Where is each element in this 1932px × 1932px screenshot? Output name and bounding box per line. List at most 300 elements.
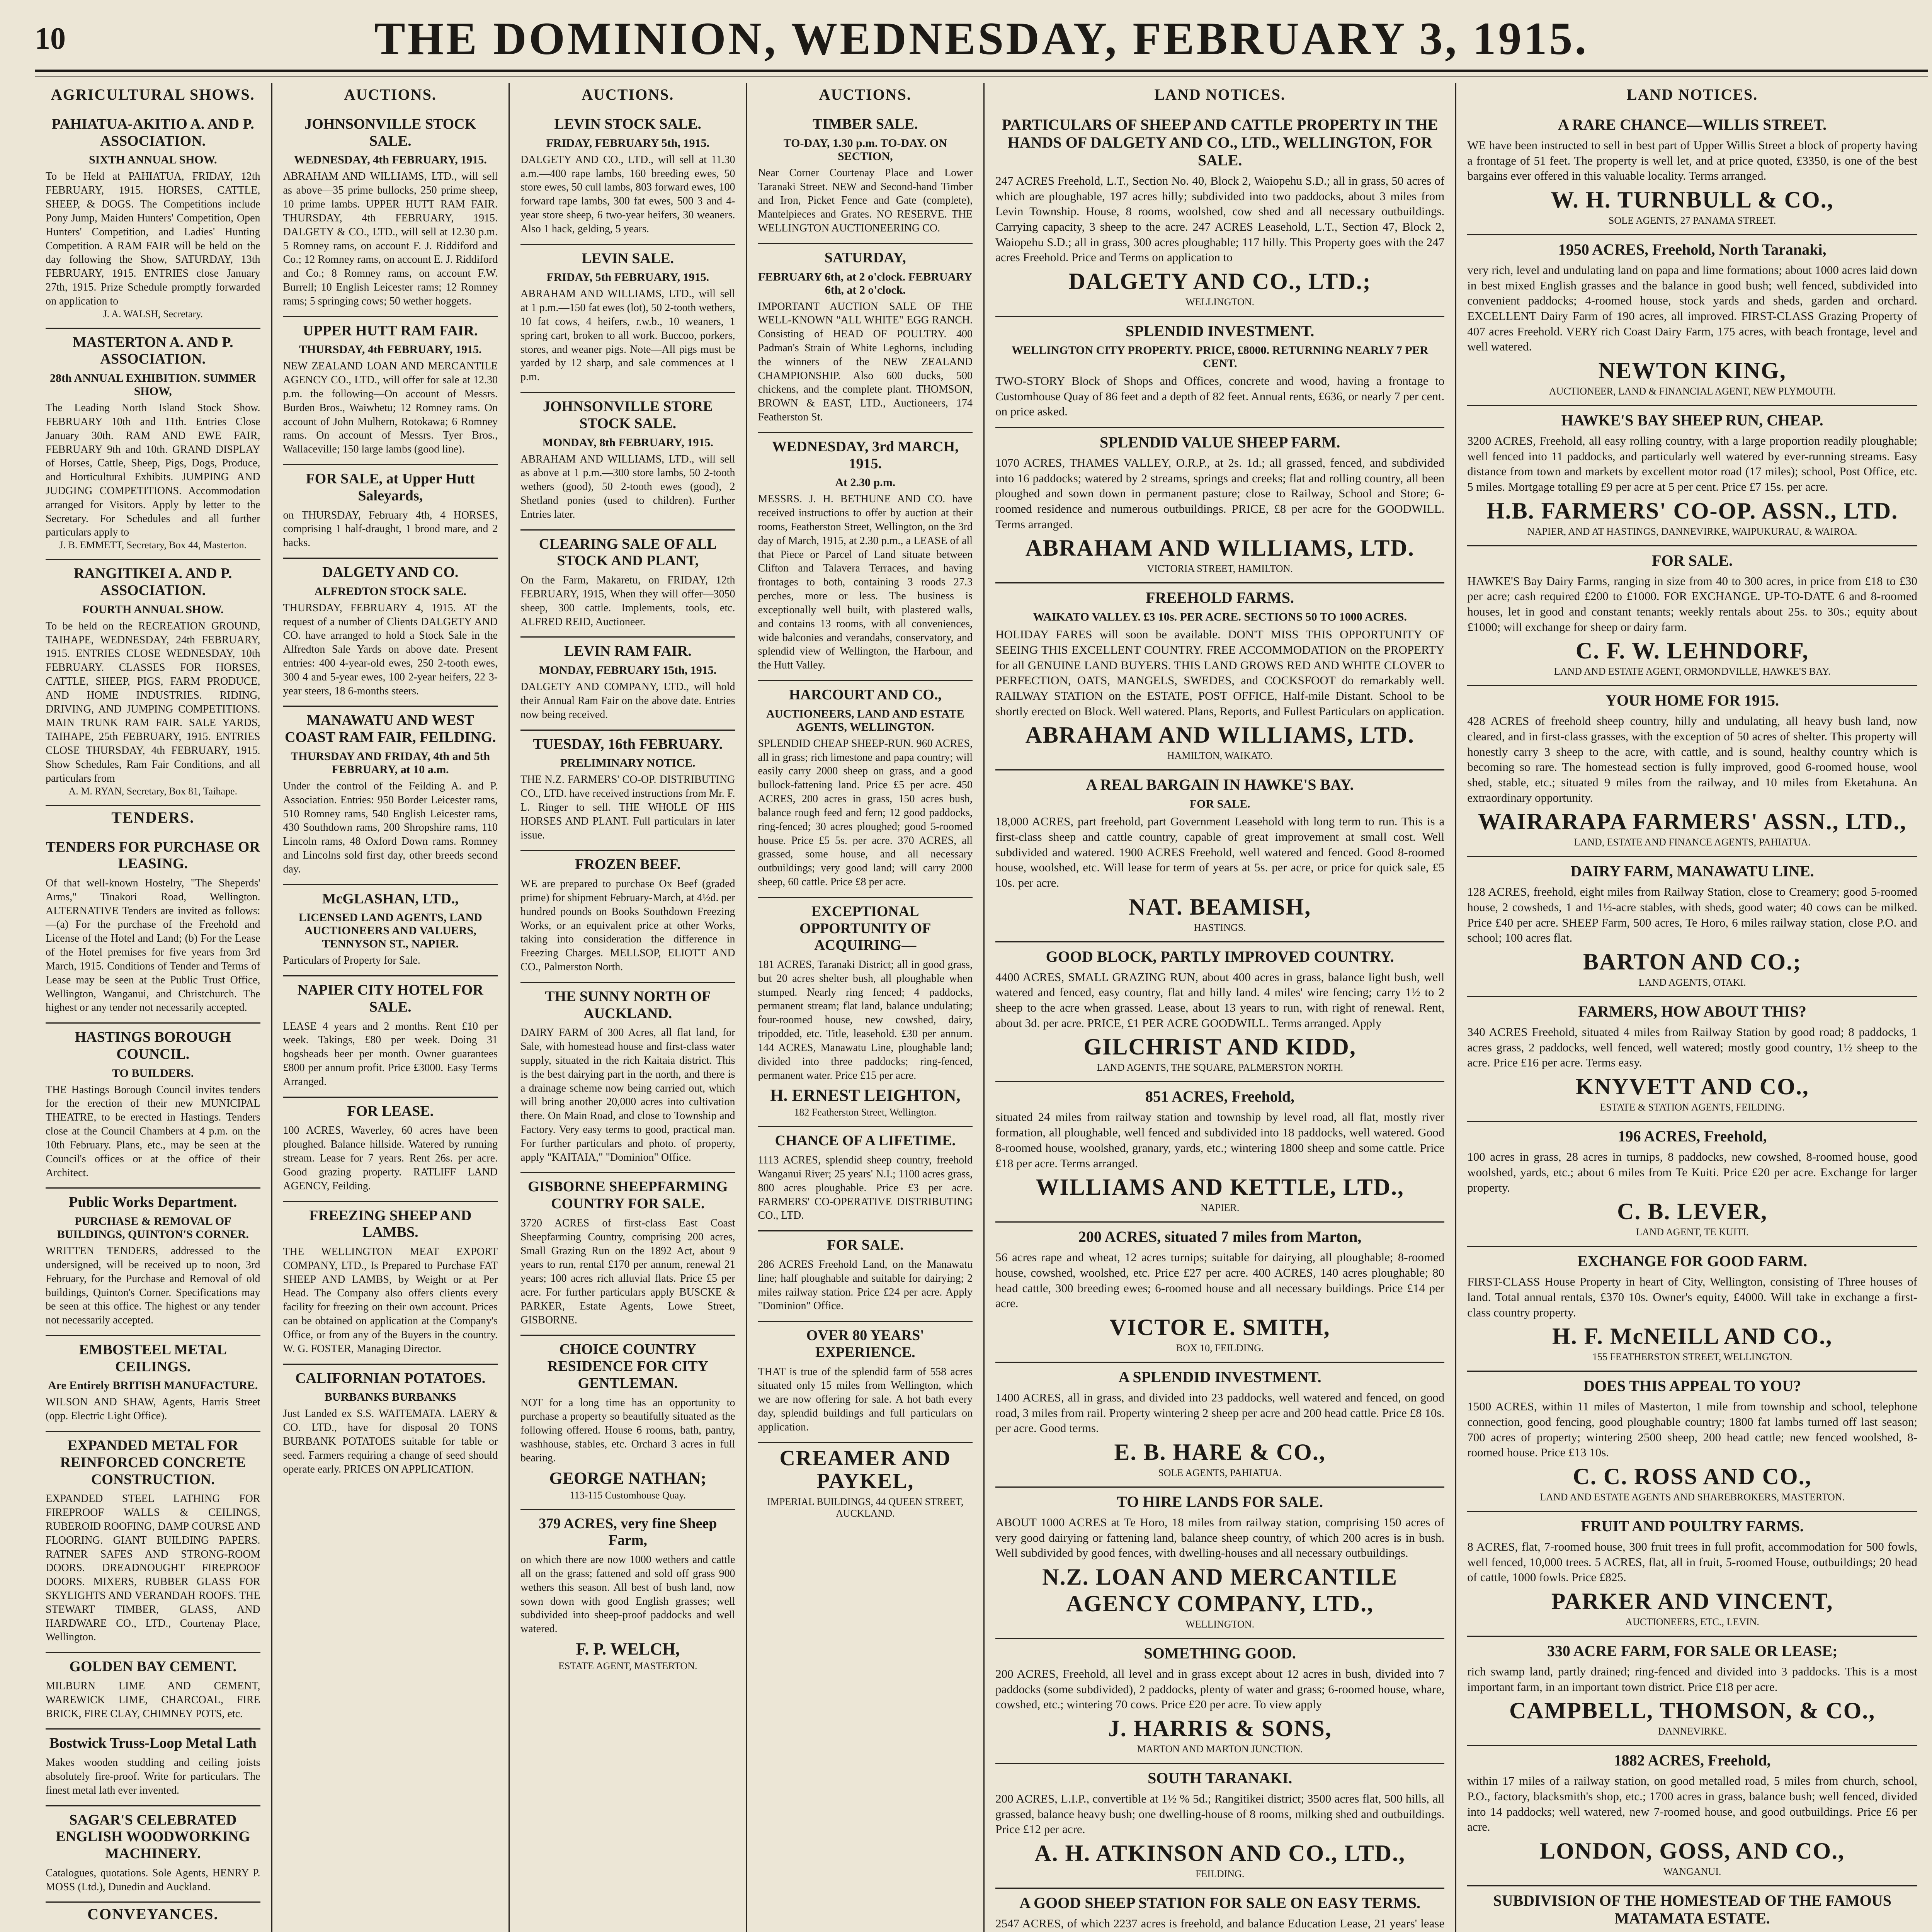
ad-body: 56 acres rape and wheat, 12 acres turnips; suitable for dairying, all ploughable; 8-roomed house, cowshed, woolshed, etc. Price £27 per acre. 400 ACRES, 140 acres ploughable; 80 head cattle, 300 breeding ewes; 6-roomed house and all necessary buildings. Price £14 per acre.	[995, 1250, 1445, 1310]
land-notice-ad	[995, 1082, 1444, 1223]
section-heading-auctions: AUCTIONS.	[819, 86, 912, 103]
page-columns	[35, 83, 1928, 1932]
auction-ad	[283, 1202, 498, 1365]
ad-body: DALGETY AND CO., LTD., will sell at 11.30 a.m.—400 rape lambs, 160 breeding ewes, 50 store ewes, 50 cull lambs, 803 forward ewes, 100 forward rape lambs, 300 fat ewes, 500 3 and 4-year store sheep, 6 two-year heifers, 30 weaners. Also 1 hack, gelding, 5 years.	[520, 153, 735, 235]
show-ad	[46, 329, 260, 560]
ad-subheading: ALFREDTON STOCK SALE.	[314, 585, 466, 598]
ad-heading: CALIFORNIAN POTATOES.	[295, 1370, 486, 1386]
show-ad	[46, 111, 260, 329]
advertiser-name: KNYVETT AND CO.,	[1575, 1074, 1809, 1100]
ad-body: ABRAHAM AND WILLIAMS, LTD., will sell as above—35 prime bullocks, 250 prime sheep, 10 prime lambs. UPPER HUTT RAM FAIR. THURSDAY, 4th FEBRUARY, 1915. DALGETY & CO., LTD., will sell at 12.30 p.m. 5 Romney rams, on account F. J. Riddiford and Co.; 12 Romney rams, on account E. J. Riddiford and Co.; 8 Romney rams, on account F.W. Burrell; 10 English Leicester rams; 12 Romney rams; 5 springing cows; 50 wether hoggets.	[283, 170, 498, 307]
tender-ad	[46, 1432, 260, 1653]
ad-heading: FOR SALE.	[827, 1237, 904, 1253]
ad-subheading: TO-DAY, 1.30 p.m. TO-DAY. ON SECTION,	[783, 136, 947, 163]
advertiser-address: AUCTIONEER, LAND & FINANCIAL AGENT, NEW PLYMOUTH.	[1549, 386, 1836, 397]
auction-ad	[758, 1127, 973, 1231]
ad-body: NOT for a long time has an opportunity to purchase a property so beautifully situated as the following offered. House 6 rooms, bath, pantry, washhouse, stables, etc. Orchard 3 acres in full bearing.	[520, 1396, 735, 1464]
advertiser-address: NAPIER.	[1200, 1202, 1240, 1214]
ad-heading: LEVIN SALE.	[582, 250, 674, 267]
ad-heading: FREEZING SHEEP AND LAMBS.	[309, 1207, 472, 1241]
advertiser-name: N.Z. LOAN AND MERCANTILE AGENCY COMPANY, LTD.,	[1042, 1564, 1398, 1616]
ad-heading: SOMETHING GOOD.	[1144, 1644, 1296, 1662]
advertiser-name: H.B. FARMERS' CO-OP. ASSN., LTD.	[1486, 498, 1898, 524]
auction-ad	[283, 885, 498, 977]
ad-body: situated 24 miles from railway station and township by level road, all flat, mostly river formation, all ploughable, well fenced and subdivided into 18 paddocks, well watered. Good 8-roomed house, woolshed, granary, yards, etc.; wintering 1800 sheep and some cattle. Price £18 per acre. Terms arranged.	[995, 1110, 1445, 1170]
ad-heading: HASTINGS BOROUGH COUNCIL.	[75, 1029, 231, 1062]
advertiser-address: 182 Featherston Street, Wellington.	[794, 1107, 937, 1118]
ad-body: 200 ACRES, Freehold, all level and in grass except about 12 acres in bush, divided into 7 paddocks (some subdivided), 2 paddocks, plenty of water and grass; 6-roomed house, whare, cowshed, etc.; wintering 70 cows. Price £20 per acre. To view apply	[995, 1667, 1445, 1711]
ad-heading: LEVIN STOCK SALE.	[554, 116, 702, 132]
ad-body: 1070 ACRES, THAMES VALLEY, O.R.P., at 2s. 1d.; all grassed, fenced, and subdivided into 16 paddocks; watered by 2 streams, springs and creeks; flat and rolling country, all been ploughed and sown down in permanent pasture; close to Railway, School and Store; 6-roomed residence and numerous outbuildings. PRICE, £8 per acre for the GOODWILL. Terms arranged.	[995, 456, 1445, 531]
advertiser-name: C. B. LEVER,	[1617, 1199, 1768, 1225]
ad-body: 1500 ACRES, within 11 miles of Masterton, 1 mile from township and school, telephone connection, good fencing, good ploughable country; 1800 fat lambs turned off last season; 700 acres of property; wintering 2500 sheep, 200 head cattle; new fenced woolshed, 8-roomed house. Price £13 10s.	[1467, 1400, 1917, 1459]
ad-heading: 196 ACRES, Freehold,	[1617, 1128, 1767, 1145]
advertiser-name: C. F. W. LEHNDORF,	[1575, 638, 1809, 664]
tender-ad	[46, 1189, 260, 1336]
land-notice-ad	[1467, 686, 1917, 857]
advertiser-address: ESTATE AGENT, MASTERTON.	[558, 1660, 697, 1672]
page-number: 10	[35, 21, 66, 56]
ad-body: NEW ZEALAND LOAN AND MERCANTILE AGENCY CO., LTD., will offer for sale at 12.30 p.m. the following—On account of Messrs. Burden Bros., Waiwhetu; 12 Romney rams. On account of John Mulhern, Rotokawa; 6 Romney rams. On account of Messrs. Tyer Bros., Wallaceville; 150 large lambs (good line).	[283, 360, 498, 456]
ad-heading: 851 ACRES, Freehold,	[1145, 1088, 1295, 1105]
ad-body: WRITTEN TENDERS, addressed to the undersigned, will be received up to noon, 3rd February, for the Purchase and Removal of old buildings, Quinton's Corner. Specifications may be seen at this office. The highest or any tender not necessarily accepted.	[46, 1245, 260, 1327]
ad-heading: DAIRY FARM, MANAWATU LINE.	[1570, 862, 1814, 880]
ad-subheading: FRIDAY, FEBRUARY 5th, 1915.	[546, 136, 709, 150]
column-auctions-1	[272, 83, 510, 1932]
auction-ad	[758, 681, 973, 898]
ad-body: THE Hastings Borough Council invites tenders for the erection of their new MUNICIPAL THEATRE, to be erected in Hastings. Tenders close at the Council Chambers at 4 p.m. on the 10th February. Plans, etc., may be seen at the Council's offices or at the office of their Architect.	[46, 1083, 260, 1179]
advertiser-name: GILCHRIST AND KIDD,	[1083, 1034, 1356, 1060]
ad-heading: UPPER HUTT RAM FAIR.	[303, 322, 478, 339]
auction-ad	[520, 111, 735, 245]
ad-subheading: SIXTH ANNUAL SHOW.	[89, 153, 217, 167]
land-notice-ad	[1467, 546, 1917, 687]
ad-body: 100 ACRES, Waverley, 60 acres have been ploughed. Balance hillside. Watered by running stream. Lease for 7 years. Rent 26s. per acre. Good grazing property. RATLIFF LAND AGENCY, Feilding.	[283, 1124, 498, 1192]
advertiser-address: VICTORIA STREET, HAMILTON.	[1147, 563, 1293, 575]
land-notice-ad	[995, 1764, 1444, 1889]
ad-heading: 1882 ACRES, Freehold,	[1614, 1752, 1771, 1769]
tender-ad	[46, 1806, 260, 1903]
auction-ad	[520, 1336, 735, 1510]
ad-body: 286 ACRES Freehold Land, on the Manawatu line; half ploughable and suitable for dairying; 2 miles railway station. Price £24 per acre. Apply "Dominion" Office.	[758, 1258, 973, 1312]
advertiser-name: DALGETY AND CO., LTD.;	[1068, 269, 1371, 294]
newspaper-title: THE DOMINION, WEDNESDAY, FEBRUARY 3, 1915.	[374, 13, 1589, 64]
ad-heading: CHANCE OF A LIFETIME.	[775, 1133, 956, 1149]
advertiser-address: 155 FEATHERSTON STREET, WELLINGTON.	[1592, 1351, 1793, 1363]
ad-body: 4400 ACRES, SMALL GRAZING RUN, about 400 acres in grass, balance light bush, well watered and fenced, easy country, flat and hilly land. 4 miles' wire fencing; carry 1½ to 2 sheep to the acre when grassed. Lease, about 13 years to run, with right of renewal. Rent, about 3d. per acre. PRICE, £1 PER ACRE GOODWILL. Terms arranged. Apply	[995, 970, 1445, 1030]
ad-body: 100 acres in grass, 28 acres in turnips, 8 paddocks, new cowshed, 8-roomed house, good woolshed, yards, etc.; about 6 miles from Te Kuiti. Price £20 per acre. Exchange for larger property.	[1467, 1150, 1917, 1194]
ad-heading: 1950 ACRES, Freehold, North Taranaki,	[1558, 241, 1827, 259]
auction-ad	[520, 245, 735, 393]
advertiser-address: AUCTIONEERS, ETC., LEVIN.	[1625, 1616, 1759, 1628]
auction-ad	[758, 1231, 973, 1322]
ad-body: very rich, level and undulating land on papa and lime formations; about 1000 acres laid down in best mixed English grasses and the balance in good bush; well fenced, subdivided into convenient paddocks; 4-roomed house, stock yards and sheds, garden and orchard. EXCELLENT Dairy Farm of 190 acres, all improved. FIRST-CLASS Grazing Property of 407 acres Freehold. VERY rich Coast Dairy Farm, 175 acres, with beach frontage, level and well watered.	[1467, 263, 1917, 354]
ad-subheading: Are Entirely BRITISH MANUFACTURE.	[48, 1379, 258, 1392]
ad-body: HAWKE'S Bay Dairy Farms, ranging in size from 40 to 300 acres, in price from £18 to £30 per acre; cash required £200 to £1000. FOR EXCHANGE. UP-TO-DATE 6 and 8-roomed houses, let in good and constant tenants; weekly rentals about 25s. to 30s.; equity about £1000; will exchange for sheep or dairy farm.	[1467, 574, 1917, 634]
ad-heading: YOUR HOME FOR 1915.	[1605, 692, 1779, 709]
advertiser-address: MARTON AND MARTON JUNCTION.	[1137, 1743, 1303, 1755]
ad-heading: 330 ACRE FARM, FOR SALE OR LEASE;	[1547, 1642, 1838, 1660]
advertiser-name: E. B. HARE & CO.,	[1114, 1439, 1326, 1465]
ad-body: THURSDAY, FEBRUARY 4, 1915. AT the request of a number of Clients DALGETY AND CO. have arranged to hold a Stock Sale in the Alfredton Sale Yards on above date. Present entries: 400 4-year-old ewes, 250 2-tooth ewes, 300 4 and 5-year ewes, 100 2-year heifers, 22 3-year steers, 18 6-months steers.	[283, 602, 498, 697]
advertiser-name: VICTOR E. SMITH,	[1109, 1314, 1330, 1340]
advertiser-address: FEILDING.	[1195, 1868, 1245, 1879]
ad-body: 8 ACRES, flat, 7-roomed house, 300 fruit trees in full profit, accommodation for 500 fowls, well fenced, 10,000 trees. 5 ACRES, flat, all in fruit, 5-roomed House, outbuildings; 20 head of cattle, 1000 fowls. Price £825.	[1467, 1539, 1917, 1584]
ad-body: THE WELLINGTON MEAT EXPORT COMPANY, LTD., Is Prepared to Purchase FAT SHEEP AND LAMBS, by Weight or at Per Head. The Company also offers clients every facility for freezing on their own account. Prices can be obtained on application at the Company's Office, or from any of the Buyers in the country. W. G. FOSTER, Managing Director.	[283, 1245, 498, 1355]
ad-heading: SPLENDID VALUE SHEEP FARM.	[1099, 434, 1340, 451]
land-notice-ad	[995, 1223, 1444, 1363]
advertiser-address: IMPERIAL BUILDINGS, 44 QUEEN STREET, AUCKLAND.	[767, 1496, 964, 1519]
ad-subheading: PRELIMINARY NOTICE.	[560, 757, 696, 770]
conveyance-ad	[46, 1930, 260, 1932]
ad-heading: A RARE CHANCE—WILLIS STREET.	[1558, 116, 1827, 133]
ad-body: SPLENDID CHEAP SHEEP-RUN. 960 ACRES, all in grass; rich limestone and papa country; will easily carry 2000 sheep on grass, and a good bullock-fattening land. Price £5 per acre. 450 ACRES, 200 acres in grass, 150 acres bush, balance rough feed and fern; 12 good paddocks, ring-fenced; 30 acres ploughed; good 5-roomed house. Price £5 5s. per acre. 370 ACRES, all grassed, some house, and all necessary outbuildings; very good land; will carry 2000 sheep, 60 cattle. Price £8 per acre.	[758, 737, 973, 888]
ad-heading: Public Works Department.	[69, 1194, 237, 1211]
auction-ad	[283, 465, 498, 559]
ad-body: Near Corner Courtenay Place and Lower Taranaki Street. NEW and Second-hand Timber and Iron, Picket Fence and Gate (complete), Mantelpieces and Grates. NO RESERVE. THE WELLINGTON AUCTIONEERING CO.	[758, 167, 973, 234]
advertiser-address: A. M. RYAN, Secretary, Box 81, Taihape.	[68, 785, 238, 797]
ad-body: FIRST-CLASS House Property in heart of City, Wellington, consisting of Three houses of land. Total annual rentals, £370 10s. Owner's equity, £4000. Will take in exchange a first-class country property.	[1467, 1275, 1917, 1319]
ad-heading: GOOD BLOCK, PARTLY IMPROVED COUNTRY.	[1046, 947, 1394, 965]
ad-heading: TO HIRE LANDS FOR SALE.	[1117, 1493, 1323, 1510]
ad-heading: TENDERS FOR PURCHASE OR LEASING.	[46, 838, 260, 872]
advertiser-address: LAND AGENT, TE KUITI.	[1636, 1226, 1749, 1238]
ad-body: LEASE 4 years and 2 months. Rent £10 per week. Takings, £80 per week. Doing 31 hogsheads beer per month. Owner guarantees £800 per annum profit. Price £3000. Easy Terms Arranged.	[283, 1020, 498, 1088]
advertiser-name: PARKER AND VINCENT,	[1551, 1588, 1833, 1614]
auction-ad	[758, 1322, 973, 1443]
ad-heading: FOR SALE.	[1652, 551, 1733, 569]
land-notice-ad	[1467, 997, 1917, 1122]
ad-subheading: THURSDAY, 4th FEBRUARY, 1915.	[299, 343, 482, 356]
ad-subheading: AUCTIONEERS, LAND AND ESTATE AGENTS, WELLINGTON.	[766, 707, 964, 733]
ad-body: Of that well-known Hostelry, "The Sheperds' Arms," Tinakori Road, Wellington. ALTERNATIVE Tenders are invited as follows:—(a) For the purchase of the Freehold and License of the Hotel and Land; (b) For the Lease of the Hotel premises for five years from 3rd March, 1915. Conditions of Tender and Terms of Lease may be seen at the Public Trust Office, Wellington, Wanganui, and Christchurch. The highest or any tender not necessarily accepted.	[46, 877, 260, 1014]
ad-heading: EMBOSTEEL METAL CEILINGS.	[79, 1342, 227, 1375]
ad-body: 1400 ACRES, all in grass, and divided into 23 paddocks, well watered and fenced, on good road, 3 miles from rail. Property wintering 2 sheep per acre and 200 head cattle. Price £8 10s. per acre. Good terms.	[995, 1390, 1445, 1435]
ad-heading: GISBORNE SHEEPFARMING COUNTRY FOR SALE.	[527, 1179, 728, 1212]
column-auctions-3	[747, 83, 985, 1932]
ad-heading: WEDNESDAY, 3rd MARCH, 1915.	[772, 438, 959, 472]
ad-heading: DOES THIS APPEAL TO YOU?	[1583, 1377, 1801, 1395]
ad-heading: NAPIER CITY HOTEL FOR SALE.	[297, 982, 483, 1015]
section-heading-auctions: AUCTIONS.	[344, 86, 437, 103]
ad-body: Makes wooden studding and ceiling joists absolutely fire-proof. Write for particulars. The finest metal lath ever invented.	[46, 1757, 260, 1796]
ad-body: Under the control of the Feilding A. and P. Association. Entries: 950 Border Leicester rams, 510 Romney rams, 540 English Leicester rams, 430 Southdown rams, 200 Shropshire rams, 110 Lincoln rams, 48 Oxford Down rams. Romney and Lincolns sold first day, other breeds second day.	[283, 780, 498, 875]
tender-ad	[46, 833, 260, 1024]
ad-heading: FROZEN BEEF.	[575, 856, 681, 873]
tender-ad	[46, 1653, 260, 1730]
section-heading-land-notices: LAND NOTICES.	[1626, 86, 1758, 103]
auction-ad	[283, 559, 498, 707]
ad-body: 1113 ACRES, splendid sheep country, freehold Wanganui River; 25 years' N.I.; 1100 acres grass, 800 acres ploughable. Price £3 per acre. FARMERS' CO-OPERATIVE DISTRIBUTING CO., LTD.	[758, 1154, 973, 1222]
ad-heading: A SPLENDID INVESTMENT.	[1118, 1368, 1321, 1386]
auction-ad	[283, 707, 498, 885]
ad-heading: THE SUNNY NORTH OF AUCKLAND.	[545, 988, 711, 1022]
ad-subheading: At 2.30 p.m.	[835, 476, 896, 489]
land-notice-ad	[1467, 1886, 1917, 1932]
ad-body: MILBURN LIME AND CEMENT, WAREWICK LIME, CHARCOAL, FIRE BRICK, FIRE CLAY, CHIMNEY POTS, etc.	[46, 1680, 260, 1720]
ad-body: ABRAHAM AND WILLIAMS, LTD., will sell as above at 1 p.m.—300 store lambs, 50 2-tooth wethers (good), 50 2-tooth ewes (good), 2 Shetland ponies (used to children). Further Entries later.	[520, 453, 735, 520]
ad-heading: RANGITIKEI A. AND P. ASSOCIATION.	[74, 565, 232, 599]
tender-ad	[46, 1336, 260, 1432]
column-auctions-2	[510, 83, 747, 1932]
ad-body: 428 ACRES of freehold sheep country, hilly and undulating, all heavy bush land, now cleared, and in first-class grasses, with the exception of 50 acres of shelter. This property will honestly carry 3 sheep to the acre, with cattle, and is sound, healthy country which is becoming so rare. The homestead section is fully improved, good 6-roomed house, wool shed, stable, etc.; situated 9 miles from the railway, and 10 miles from Eketahuna. An extraordinary opportunity.	[1467, 714, 1917, 804]
ad-heading: EXCHANGE FOR GOOD FARM.	[1577, 1252, 1808, 1270]
ad-body: TWO-STORY Block of Shops and Offices, concrete and wood, having a frontage to Customhouse Quay of 86 feet and a depth of 82 feet. Annual rents, £636, or nearly 7 per cent. on price asked.	[995, 374, 1445, 418]
ad-heading: LEVIN RAM FAIR.	[564, 643, 692, 660]
ad-heading: SAGAR'S CELEBRATED ENGLISH WOODWORKING MACHINERY.	[56, 1811, 250, 1862]
ad-body: within 17 miles of a railway station, on good metalled road, 5 miles from church, school, P.O., factory, blacksmith's shop, etc.; 1700 acres in grass, balance bush; well fenced, divided into 14 paddocks; well watered, new 7-roomed house, and good outbuildings. Price £6 per acre.	[1467, 1774, 1917, 1834]
advertiser-address: LAND AND ESTATE AGENTS AND SHAREBROKERS, MASTERTON.	[1540, 1491, 1845, 1503]
advertiser-name: WAIRARAPA FARMERS' ASSN., LTD.,	[1478, 809, 1907, 835]
ad-heading: A GOOD SHEEP STATION FOR SALE ON EASY TERMS.	[1019, 1894, 1420, 1912]
masthead-rule	[35, 70, 1928, 72]
land-notice-ad	[995, 1639, 1444, 1764]
land-notice-ad	[995, 1889, 1444, 1932]
advertiser-name: CREAMER AND PAYKEL,	[779, 1446, 951, 1493]
ad-body: To be Held at PAHIATUA, FRIDAY, 12th FEBRUARY, 1915. HORSES, CATTLE, SHEEP, & DOGS. The Competitions include Pony Jump, Maiden Hunters' Competition, Open Hunters' Competition, and Ladies' Hunting Competition. A RAM FAIR will be held on the day following the Show, SATURDAY, 13th FEBRUARY, 1915. ENTRIES close January 27th, 1915. Prize Schedule promptly forwarded on application to	[46, 170, 260, 307]
auction-ad	[758, 111, 973, 244]
land-notice-ad	[1467, 1122, 1917, 1247]
ad-body: WILSON AND SHAW, Agents, Harris Street (opp. Electric Light Office).	[46, 1396, 260, 1422]
ad-heading: TUESDAY, 16th FEBRUARY.	[533, 736, 723, 752]
ad-body: 128 ACRES, freehold, eight miles from Railway Station, close to Creamery; good 5-roomed house, 2 cowsheds, 1 and 1½-acre stables, with sheds, good water; 40 cows can be milked. Price £40 per acre. SHEEP Farm, 500 acres, Te Horo, 6 miles railway station, close P.O. and school; 100 acres flat.	[1467, 885, 1917, 945]
land-notice-ad	[1467, 1247, 1917, 1372]
ad-body: 340 ACRES Freehold, situated 4 miles from Railway Station by good road; 8 paddocks, 1 acres grass, 2 paddocks, well fenced, well watered; mostly good country, 1½ sheep to the acre. Price £16 per acre. Terms easy.	[1467, 1025, 1917, 1070]
ad-heading: MASTERTON A. AND P. ASSOCIATION.	[72, 334, 233, 367]
auction-ad	[520, 1173, 735, 1336]
advertiser-address: 113-115 Customhouse Quay.	[570, 1489, 686, 1501]
ad-heading: SATURDAY,	[824, 249, 906, 266]
auction-ad	[283, 1365, 498, 1484]
advertiser-address: DANNEVIRKE.	[1658, 1726, 1727, 1737]
land-notice-ad	[1467, 406, 1917, 546]
auction-ad	[283, 976, 498, 1098]
auction-ad	[520, 731, 735, 851]
ad-subheading: WAIKATO VALLEY. £3 10s. PER ACRE. SECTIONS 50 TO 1000 ACRES.	[1033, 611, 1407, 624]
advertiser-address: J. B. EMMETT, Secretary, Box 44, Masterton.	[59, 539, 247, 551]
ad-body: Catalogues, quotations. Sole Agents, HENRY P. MOSS (Ltd.), Dunedin and Auckland.	[46, 1867, 260, 1893]
ad-heading: GOLDEN BAY CEMENT.	[69, 1658, 236, 1675]
advertiser-name: BARTON AND CO.;	[1583, 949, 1802, 975]
ad-body: To be held on the RECREATION GROUND, TAIHAPE, WEDNESDAY, 24th FEBRUARY, 1915. ENTRIES CLOSE WEDNESDAY, 10th FEBRUARY. CLASSES FOR HORSES, CATTLE, SHEEP, PIGS, FARM PRODUCE, AND HOME INDUSTRIES. RIDING, DRIVING, AND JUMPING COMPETITIONS. MAIN TRUNK RAM FAIR. SALE YARDS, TAIHAPE, 25th FEBRUARY, 1915. ENTRIES CLOSE THURSDAY, 4th FEBRUARY, 1915. Show Schedules, Ram Fair Conditions, and all particulars from	[46, 620, 260, 784]
masthead-rule-thin	[35, 76, 1928, 77]
ad-subheading: FEBRUARY 6th, at 2 o'clock. FEBRUARY 6th, at 2 o'clock.	[758, 270, 973, 296]
ad-heading: TIMBER SALE.	[813, 116, 918, 132]
ad-heading: SOUTH TARANAKI.	[1148, 1769, 1293, 1787]
ad-subheading: BURBANKS BURBANKS	[324, 1391, 456, 1404]
ad-body: 200 ACRES, L.I.P., convertible at 1½ % 5d.; Rangitikei district; 3500 acres flat, 500 hills, all grassed, balance heavy bush; one dwelling-house of 8 rooms, milking shed and outbuildings. Price £12 per acre.	[995, 1791, 1445, 1836]
ad-heading: FREEHOLD FARMS.	[1146, 589, 1294, 607]
ad-heading: JOHNSONVILLE STOCK SALE.	[304, 116, 476, 149]
ad-body: DALGETY AND COMPANY, LTD., will hold their Annual Ram Fair on the above date. Entries now being received.	[520, 681, 735, 721]
section-heading-conveyances: CONVEYANCES.	[87, 1905, 219, 1923]
ad-heading: JOHNSONVILLE STORE STOCK SALE.	[543, 398, 713, 432]
ad-heading: Bostwick Truss-Loop Metal Lath	[49, 1735, 257, 1752]
advertiser-address: LAND AGENTS, OTAKI.	[1638, 977, 1746, 988]
ad-subheading: WEDNESDAY, 4th FEBRUARY, 1915.	[294, 153, 487, 167]
ad-body: IMPORTANT AUCTION SALE OF THE WELL-KNOWN "ALL WHITE" EGG RANCH. Consisting of HEAD OF POULTRY. 400 Padman's Strain of White Leghorns, including the winners of the NEW ZEALAND CHAMPIONSHIP. Also 600 ducks, 500 chickens, and the complete plant. THOMSON, BROWN & EAST, LTD., Auctioneers, 174 Featherston St.	[758, 300, 973, 423]
ad-heading: FRUIT AND POULTRY FARMS.	[1581, 1517, 1804, 1535]
ad-body: ABRAHAM AND WILLIAMS, LTD., will sell at 1 p.m.—150 fat ewes (lot), 50 2-tooth wethers, 10 fat cows, 4 heifers, r.w.b., 10 weaners, 1 spring cart, broken to all work. Buccoo, porkers, stores, and weaner pigs. Note—All pigs must be yarded by 12 sharp, and sale commences at 1 p.m.	[520, 288, 735, 383]
land-notice-ad	[995, 1363, 1444, 1488]
ad-heading: 200 ACRES, situated 7 miles from Marton,	[1078, 1228, 1362, 1246]
ad-body: ABOUT 1000 ACRES at Te Horo, 18 miles from railway station, comprising 150 acres of very good dairying or fattening land, balance sheep country, of which 200 acres is in bush. Well subdivided by good fences, with dwelling-houses and all necessary outbuildings.	[995, 1515, 1445, 1560]
ad-body: The Leading North Island Stock Show. FEBRUARY 10th and 11th. Entries Close January 30th. RAM AND EWE FAIR, FEBRUARY 9th and 10th. GRAND DISPLAY of Horses, Cattle, Sheep, Pigs, Dogs, Produce, and Horticultural Exhibits. JUMPING AND JUDGING COMPETITIONS. Accommodation arranged for Visitors. Apply by letter to the Secretary. For Schedules and all further particulars apply to	[46, 402, 260, 539]
ad-subheading: FOURTH ANNUAL SHOW.	[82, 603, 224, 616]
ad-heading: OVER 80 YEARS' EXPERIENCE.	[806, 1327, 924, 1361]
section-heading-land-notices: LAND NOTICES.	[1154, 86, 1286, 103]
ad-subheading: FOR SALE.	[1189, 798, 1250, 811]
ad-heading: CLEARING SALE OF ALL STOCK AND PLANT,	[539, 536, 717, 569]
advertiser-address: WELLINGTON.	[1185, 1618, 1255, 1630]
land-notice-ad	[995, 111, 1444, 317]
section-heading-agricultural-shows: AGRICULTURAL SHOWS.	[51, 86, 255, 103]
ad-subheading: MONDAY, 8th FEBRUARY, 1915.	[542, 436, 713, 449]
column-land-notices-1	[985, 83, 1456, 1932]
ad-body: On the Farm, Makaretu, on FRIDAY, 12th FEBRUARY, 1915, When they will offer—3050 sheep, 300 cattle. Implements, tools, etc. ALFRED REID, Auctioneer.	[520, 574, 735, 628]
ad-heading: PAHIATUA-AKITIO A. AND P. ASSOCIATION.	[51, 116, 254, 149]
section-heading-auctions: AUCTIONS.	[582, 86, 674, 103]
ad-body: EXPANDED STEEL LATHING FOR FIREPROOF WALLS & CEILINGS, RUBEROID ROOFING, DAMP COURSE AND FLOORING. GIANT BUILDING PAPERS. RATNER SAFES AND STRONG-ROOM DOORS. DREADNOUGHT FIREPROOF DOORS. MIXERS, RUBBER GLASS FOR SKYLIGHTS AND VERANDAH ROOFS. THE STEWART TIMBER, GLASS, AND HARDWARE CO., LTD., Courtenay Place, Wellington.	[46, 1493, 260, 1643]
ad-heading: SPLENDID INVESTMENT.	[1126, 322, 1315, 340]
ad-heading: EXPANDED METAL FOR REINFORCED CONCRETE CONSTRUCTION.	[60, 1437, 246, 1488]
advertiser-address: NAPIER, AND AT HASTINGS, DANNEVIRKE, WAIPUKURAU, & WAIROA.	[1527, 526, 1857, 537]
auction-ad	[758, 244, 973, 433]
auction-ad	[520, 393, 735, 531]
advertiser-name: NEWTON KING,	[1598, 358, 1786, 384]
land-notice-ad	[1467, 1372, 1917, 1512]
ad-heading: CHOICE COUNTRY RESIDENCE FOR CITY GENTLEMAN.	[547, 1341, 708, 1391]
ad-heading: FOR LEASE.	[347, 1103, 434, 1119]
ad-heading: PARTICULARS OF SHEEP AND CATTLE PROPERTY IN THE HANDS OF DALGETY AND CO., LTD., WELLINGTON, FOR SALE.	[1002, 116, 1438, 169]
ad-body: MESSRS. J. H. BETHUNE AND CO. have received instructions to offer by auction at their rooms, Featherston Street, Wellington, on the 3rd day of March, 1915, at 2.30 p.m., a LEASE of all that Piece or Parcel of Land situate between Clifton and Talavera Terraces, and having frontages to both, containing 3 roods 27.3 perches, more or less. The business is exceptionally well built, with plastered walls, and contains 13 rooms, with all conveniences, wide balconies and verandahs, conservatory, and splendid view of Wellington, the Harbour, and the Hutt Valley.	[758, 493, 973, 672]
ad-body: WE have been instructed to sell in best part of Upper Willis Street a block of property having a frontage of 51 feet. The property is well let, and at price quoted, £3350, is one of the best bargains ever offered in this valuable locality. Terms arranged.	[1467, 138, 1917, 183]
advertiser-address: LAND AND ESTATE AGENT, ORMONDVILLE, HAWKE'S BAY.	[1554, 666, 1831, 677]
advertiser-name: A. H. ATKINSON AND CO., LTD.,	[1034, 1840, 1406, 1866]
advertiser-address: LAND, ESTATE AND FINANCE AGENTS, PAHIATUA.	[1574, 837, 1811, 848]
auction-ad	[758, 898, 973, 1128]
advertiser-name: C. C. ROSS AND CO.,	[1573, 1463, 1812, 1489]
advertiser-name: J. HARRIS & SONS,	[1108, 1715, 1332, 1741]
ad-body: Particulars of Property for Sale.	[283, 954, 420, 967]
advertiser-name: ABRAHAM AND WILLIAMS, LTD.	[1025, 535, 1415, 561]
ad-subheading: TO BUILDERS.	[112, 1066, 194, 1080]
land-notice-ad	[1467, 1637, 1917, 1746]
ad-body: Just Landed ex S.S. WAITEMATA. LAERY & CO. LTD., have for disposal 20 TONS BURBANK POTATOES suitable for table or seed. Farmers requiring a change of seed should operate early. PRICES ON APPLICATION.	[283, 1408, 498, 1475]
ad-body: 247 ACRES Freehold, L.T., Section No. 40, Block 2, Waiopehu S.D.; all in grass, 50 acres of which are ploughable, 197 acres hilly; subdivided into two paddocks, about 3 miles from Levin Township. House, 8 rooms, woolshed, cow shed and all necessary outbuildings. Carrying capacity, 3 sheep to the acre. 247 ACRES Leasehold, L.T., Section 47, Block 2, Waiopehu S.D.; all in grass, 300 acres ploughable; 117 hilly. This Property goes with the 247 acres Freehold. Price and Terms on application to	[995, 174, 1445, 264]
ad-heading: FOR SALE, at Upper Hutt Saleyards,	[306, 471, 475, 504]
land-notice-ad	[1467, 111, 1917, 235]
advertiser-name: F. P. WELCH,	[576, 1639, 680, 1659]
advertiser-name: CAMPBELL, THOMSON, & CO.,	[1509, 1698, 1876, 1724]
auction-ad	[520, 531, 735, 638]
ad-body: on which there are now 1000 wethers and cattle all on the grass; fattened and sold off grass 900 wethers this season. All best of bush land, now sown down with good English grasses; well subdivided into sheep-proof paddocks and well watered.	[520, 1554, 735, 1635]
land-notice-ad	[995, 942, 1444, 1083]
land-notice-ad	[995, 1488, 1444, 1639]
ad-body: THAT is true of the splendid farm of 558 acres situated only 15 miles from Wellington, which we are now offering for sale. A hot bath every day, splendid buildings and full particulars on application.	[758, 1366, 973, 1433]
tender-ad	[46, 1024, 260, 1189]
ad-body: 181 ACRES, Taranaki District; all in good grass, but 20 acres shelter bush, all ploughable when stumped. Nearly ring fenced; 4 paddocks, permanent stream; flat land, balance undulating; four-roomed house, new cowshed, dairy, tripodded, etc. Title, leasehold. £30 per annum. 144 ACRES, Manawatu Line, ploughable land; divided into three paddocks; ring-fenced, permanent water. Price £15 per acre.	[758, 958, 973, 1082]
ad-body: 3720 ACRES of first-class East Coast Sheepfarming Country, comprising 200 acres, Small Grazing Run on the 1892 Act, about 9 years to run, rental £170 per annum, renewal 21 years; 100 acres rich alluvial flats. Price £5 per acre. For further particulars apply BUSCKE & PARKER, Estate Agents, Lowe Street, GISBORNE.	[520, 1217, 735, 1326]
ad-subheading: THURSDAY AND FRIDAY, 4th and 5th FEBRUARY, at 10 a.m.	[291, 750, 490, 776]
ad-subheading: FRIDAY, 5th FEBRUARY, 1915.	[546, 271, 709, 284]
ad-body: on THURSDAY, February 4th, 4 HORSES, comprising 1 half-draught, 1 brood mare, and 2 hacks.	[283, 509, 498, 549]
auction-ad	[283, 317, 498, 465]
section-heading-tenders: TENDERS.	[111, 808, 195, 826]
auction-ad	[520, 983, 735, 1173]
advertiser-name: H. F. McNEILL AND CO.,	[1552, 1323, 1833, 1349]
advertiser-name: LONDON, GOSS, AND CO.,	[1540, 1838, 1845, 1864]
advertiser-address: HAMILTON, WAIKATO.	[1167, 750, 1273, 762]
land-notice-ad	[1467, 1746, 1917, 1886]
ad-heading: DALGETY AND CO.	[322, 564, 459, 580]
column-agricultural-shows	[35, 83, 272, 1932]
ad-body: WE are prepared to purchase Ox Beef (graded prime) for shipment February-March, at 4½d. per hundred pounds on Books Southdown Freezing Works, or an equivalent price at other Works, taking into consideration the difference in Freezing Charges. MELLSOP, ELIOTT AND CO., Palmerston North.	[520, 878, 735, 973]
advertiser-address: WANGANUI.	[1663, 1866, 1721, 1877]
auction-ad	[283, 1098, 498, 1202]
advertiser-address: SOLE AGENTS, 27 PANAMA STREET.	[1608, 215, 1776, 226]
ad-subheading: LICENSED LAND AGENTS, LAND AUCTIONEERS AND VALUERS, TENNYSON ST., NAPIER.	[298, 911, 482, 951]
column-land-notices-2	[1456, 83, 1928, 1932]
ad-heading: EXCEPTIONAL OPPORTUNITY OF ACQUIRING—	[799, 903, 931, 954]
advertiser-address: LAND AGENTS, THE SQUARE, PALMERSTON NORTH.	[1097, 1062, 1344, 1073]
advertiser-name: NAT. BEAMISH,	[1129, 894, 1311, 920]
ad-heading: HARCOURT AND CO.,	[789, 687, 942, 703]
advertiser-address: J. A. WALSH, Secretary.	[103, 308, 203, 320]
land-notice-ad	[1467, 1512, 1917, 1637]
land-notice-ad	[995, 317, 1444, 428]
advertiser-name: ABRAHAM AND WILLIAMS, LTD.	[1025, 722, 1415, 748]
land-notice-ad	[1467, 857, 1917, 997]
ad-body: rich swamp land, partly drained; ring-fenced and divided into 3 paddocks. This is a most important farm, in an important town district. Price £18 per acre.	[1467, 1664, 1917, 1694]
show-ad	[46, 560, 260, 806]
masthead	[35, 12, 1928, 66]
ad-body: 2547 ACRES, of which 2237 acres is freehold, and balance Education Lease, 21 years' lease	[995, 1916, 1445, 1930]
advertiser-address: HASTINGS.	[1194, 922, 1246, 933]
ad-body: 3200 ACRES, Freehold, all easy rolling country, with a large proportion readily ploughable; well fenced into 11 paddocks, and particularly well watered by ever-running streams. Easy distance from town and markets by excellent motor road (17 miles); school, Post Office, etc. 5 miles. Mortgage totalling £9 per acre at 5 per cent. Price £7 15s. per acre.	[1467, 434, 1917, 494]
advertiser-address: WELLINGTON.	[1185, 296, 1255, 308]
advertiser-address: SOLE AGENTS, PAHIATUA.	[1158, 1467, 1282, 1478]
ad-body: DAIRY FARM of 300 Acres, all flat land, for Sale, with homestead house and first-class water supply, situated in the rich Kaitaia district. This is the best dairying part in the north, and there is a drainage scheme now being carried out, which will bring another 20,000 acres into cultivation there. On Main Road, and close to Township and Factory. Very easy terms to good, practical man. For further particulars and photo. of property, apply "KAITAIA," "Dominion" Office.	[520, 1027, 735, 1163]
advertiser-name: WILLIAMS AND KETTLE, LTD.,	[1036, 1174, 1404, 1200]
ad-subheading: MONDAY, FEBRUARY 15th, 1915.	[539, 664, 717, 677]
auction-ad	[520, 638, 735, 730]
advertiser-name: H. ERNEST LEIGHTON,	[770, 1086, 961, 1105]
auction-ad	[520, 851, 735, 983]
ad-heading: 379 ACRES, very fine Sheep Farm,	[539, 1515, 717, 1549]
land-notice-ad	[995, 770, 1444, 942]
land-notice-ad	[995, 583, 1444, 770]
advertiser-name: W. H. TURNBULL & CO.,	[1551, 187, 1834, 213]
ad-subheading: PURCHASE & REMOVAL OF BUILDINGS, QUINTON'S CORNER.	[57, 1215, 249, 1241]
ad-subheading: WELLINGTON CITY PROPERTY. PRICE, £8000. RETURNING NEARLY 7 PER CENT.	[1012, 344, 1429, 370]
ad-heading: HAWKE'S BAY SHEEP RUN, CHEAP.	[1561, 412, 1823, 429]
advertiser-address: BOX 10, FEILDING.	[1176, 1342, 1264, 1354]
ad-heading: A REAL BARGAIN IN HAWKE'S BAY.	[1086, 776, 1354, 794]
auction-ad	[283, 111, 498, 317]
ad-heading: MANAWATU AND WEST COAST RAM FAIR, FEILDING.	[285, 712, 496, 746]
land-notice-ad	[1467, 235, 1917, 406]
ad-body: 18,000 ACRES, part freehold, part Government Leasehold with long term to run. This is a first-class sheep and cattle country, capable of great improvement at small cost. Well subdivided and watered. 1900 ACRES Freehold, well watered and fenced. Good 8-roomed house, woolshed, etc. Will lease for term of years at 5s. per acre, or price for quick sale, £5 10s. per acre.	[995, 815, 1445, 890]
ad-body: HOLIDAY FARES will soon be available. DON'T MISS THIS OPPORTUNITY OF SEEING THIS EXCELLENT COUNTRY. FREE ACCOMMODATION on the PROPERTY for all GENUINE LAND BUYERS. THIS LAND GROWS RED AND WHITE CLOVER to PERFECTION, OATS, MANGELS, SWEDES, and COCKSFOOT do remarkably well. RAILWAY STATION on the ESTATE, POST OFFICE, Half-mile Distant. School to be shortly erected on Block. Well watered. Plans, Reports, and Fullest Particulars on application.	[995, 628, 1445, 718]
auction-ad	[758, 433, 973, 681]
ad-heading: McGLASHAN, LTD.,	[322, 890, 459, 907]
land-notice-ad	[995, 428, 1444, 583]
ad-heading: FARMERS, HOW ABOUT THIS?	[1578, 1003, 1806, 1020]
ad-body: THE N.Z. FARMERS' CO-OP. DISTRIBUTING CO., LTD. have received instructions from Mr. F. L. Ringer to sell. THE WHOLE OF HIS HORSES AND PLANT. Full particulars in later issue.	[520, 774, 735, 841]
ad-heading: SUBDIVISION OF THE HOMESTEAD OF THE FAMOUS MATAMATA ESTATE.	[1493, 1891, 1891, 1927]
advertiser-name: GEORGE NATHAN;	[549, 1468, 706, 1488]
